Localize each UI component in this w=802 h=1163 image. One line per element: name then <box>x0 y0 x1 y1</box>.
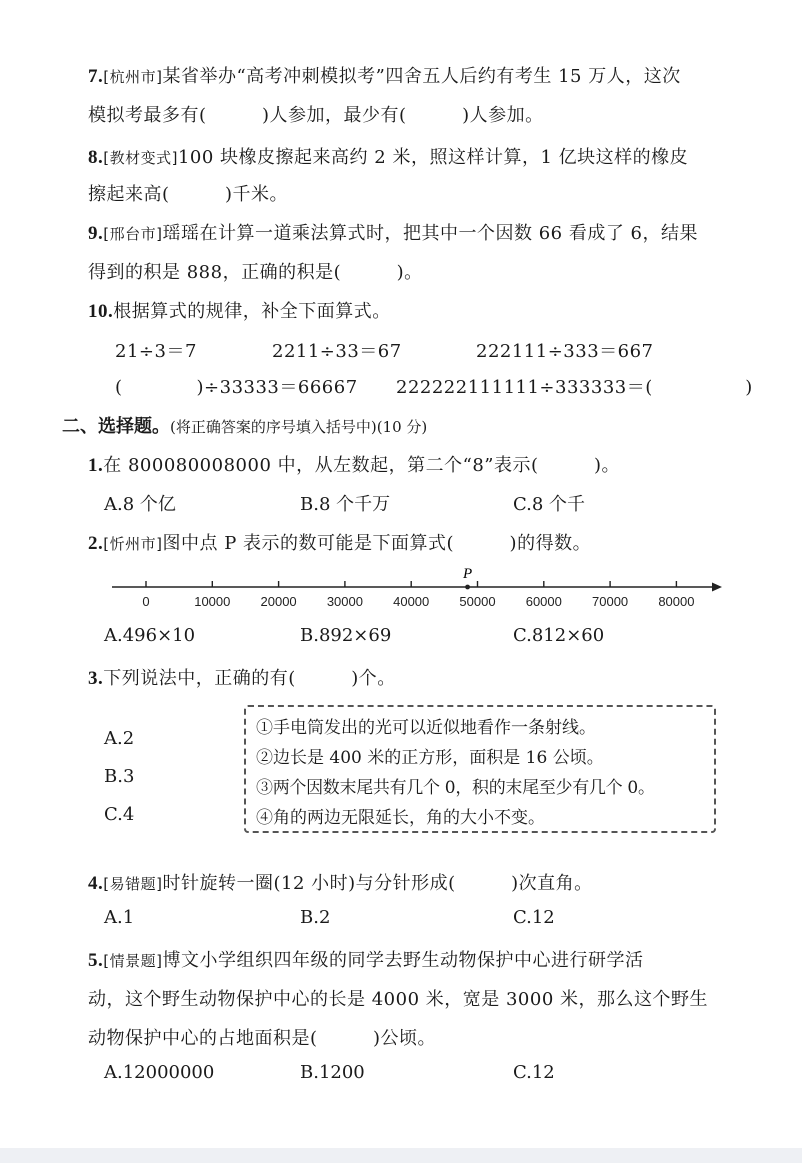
question-text: 下列说法中，正确的有( )个。 <box>103 668 396 689</box>
option-b: B.1200 <box>300 1062 365 1083</box>
question-tag: [杭州市] <box>103 68 163 86</box>
question-text: 图中点 P 表示的数可能是下面算式( )的得数。 <box>162 533 592 554</box>
question-text: 瑶瑶在计算一道乘法算式时，把其中一个因数 66 看成了 6，结果 <box>162 223 698 244</box>
tick-label: 40000 <box>393 594 430 609</box>
question-number: 8. <box>88 147 104 168</box>
question-text: 某省举办“高考冲刺模拟考”四舍五人后约有考生 15 万人，这次 <box>162 66 681 87</box>
choice-question-1 <box>88 451 620 477</box>
choice-question-5-line-2: 动，这个野生动物保护中心的长是 4000 米，宽是 3000 米，那么这个野生 <box>88 989 709 1010</box>
pattern-equation-4: ( )÷33333＝66667 <box>115 377 358 398</box>
option-c: C.4 <box>104 804 135 825</box>
question-number: 9. <box>88 223 104 244</box>
question-text: 博文小学组织四年级的同学去野生动物保护中心进行研学活 <box>162 950 644 971</box>
statement-2: ②边长是 400 米的正方形，面积是 16 公顷。 <box>256 748 604 768</box>
tick-label: 10000 <box>194 594 231 609</box>
statement-4: ④角的两边无限延长，角的大小不变。 <box>256 808 545 828</box>
option-a: A.1 <box>104 907 135 928</box>
question-text: 100 块橡皮擦起来高约 2 米，照这样计算，1 亿块这样的橡皮 <box>177 147 689 168</box>
option-b: B.892×69 <box>300 625 392 646</box>
question-number: 4. <box>88 873 104 894</box>
question-number: 10. <box>88 301 114 322</box>
tick-label: 20000 <box>260 594 297 609</box>
tick-label: 60000 <box>525 594 562 609</box>
option-a: A.12000000 <box>104 1062 215 1083</box>
question-tag: [易错题] <box>103 875 163 893</box>
question-number: 3. <box>88 668 104 689</box>
tick-label: 0 <box>142 594 150 609</box>
tick-label: 50000 <box>459 594 496 609</box>
question-number: 7. <box>88 66 104 87</box>
point-p-label: P <box>462 566 473 582</box>
question-9 <box>88 219 698 245</box>
pattern-equation-5: 222222111111÷333333＝( ) <box>396 377 753 398</box>
pattern-equation-2: 2211÷33＝67 <box>272 341 402 362</box>
choice-question-3 <box>88 664 396 690</box>
option-a: A.2 <box>104 728 135 749</box>
question-text: 在 800080008000 中，从左数起，第二个“8”表示( )。 <box>103 455 621 476</box>
statement-3: ③两个因数末尾共有几个 0，积的末尾至少有几个 0。 <box>256 778 655 798</box>
question-number: 2. <box>88 533 104 554</box>
question-text: 时针旋转一圈(12 小时)与分针形成( )次直角。 <box>162 873 593 894</box>
question-tag: [情景题] <box>103 952 163 970</box>
option-c: C.12 <box>513 907 555 928</box>
question-text: 根据算式的规律，补全下面算式。 <box>113 301 391 322</box>
option-a: A.496×10 <box>104 625 196 646</box>
option-c: C.12 <box>513 1062 555 1083</box>
choice-question-5 <box>88 946 643 972</box>
question-8-line-2: 擦起来高( )千米。 <box>88 184 289 205</box>
point-p <box>465 585 470 590</box>
statements-box <box>244 705 716 833</box>
statement-1: ①手电筒发出的光可以近似地看作一条射线。 <box>256 718 596 738</box>
section-title: 二、选择题。 <box>62 416 170 437</box>
tick-label: 80000 <box>658 594 695 609</box>
option-b: B.8 个千万 <box>300 494 391 515</box>
question-10 <box>88 297 391 323</box>
option-c: C.812×60 <box>513 625 605 646</box>
question-8 <box>88 143 688 169</box>
option-b: B.3 <box>104 766 135 787</box>
question-tag: [邢台市] <box>103 225 163 243</box>
question-number: 1. <box>88 455 104 476</box>
tick-label: 30000 <box>326 594 363 609</box>
question-9-line-2: 得到的积是 888，正确的积是( )。 <box>88 262 423 283</box>
option-a: A.8 个亿 <box>104 494 176 515</box>
section-heading <box>62 412 427 438</box>
option-b: B.2 <box>300 907 331 928</box>
section-note: (将正确答案的序号填入括号中)(10 分) <box>170 418 428 436</box>
choice-question-4 <box>88 869 593 895</box>
question-7-line-2: 模拟考最多有( )人参加，最少有( )人参加。 <box>88 105 544 126</box>
number-line <box>0 560 802 620</box>
choice-question-5-line-3: 动物保护中心的占地面积是( )公顷。 <box>88 1028 437 1049</box>
question-tag: [教材变式] <box>103 149 178 167</box>
tick-label: 70000 <box>592 594 629 609</box>
choice-question-2 <box>88 529 591 555</box>
page-bottom-bar <box>0 1148 802 1163</box>
question-7 <box>88 62 681 88</box>
arrow-icon <box>712 583 722 592</box>
question-tag: [忻州市] <box>103 535 163 553</box>
pattern-equation-1: 21÷3＝7 <box>115 341 197 362</box>
pattern-equation-3: 222111÷333＝667 <box>476 341 654 362</box>
option-c: C.8 个千 <box>513 494 586 515</box>
question-number: 5. <box>88 950 104 971</box>
